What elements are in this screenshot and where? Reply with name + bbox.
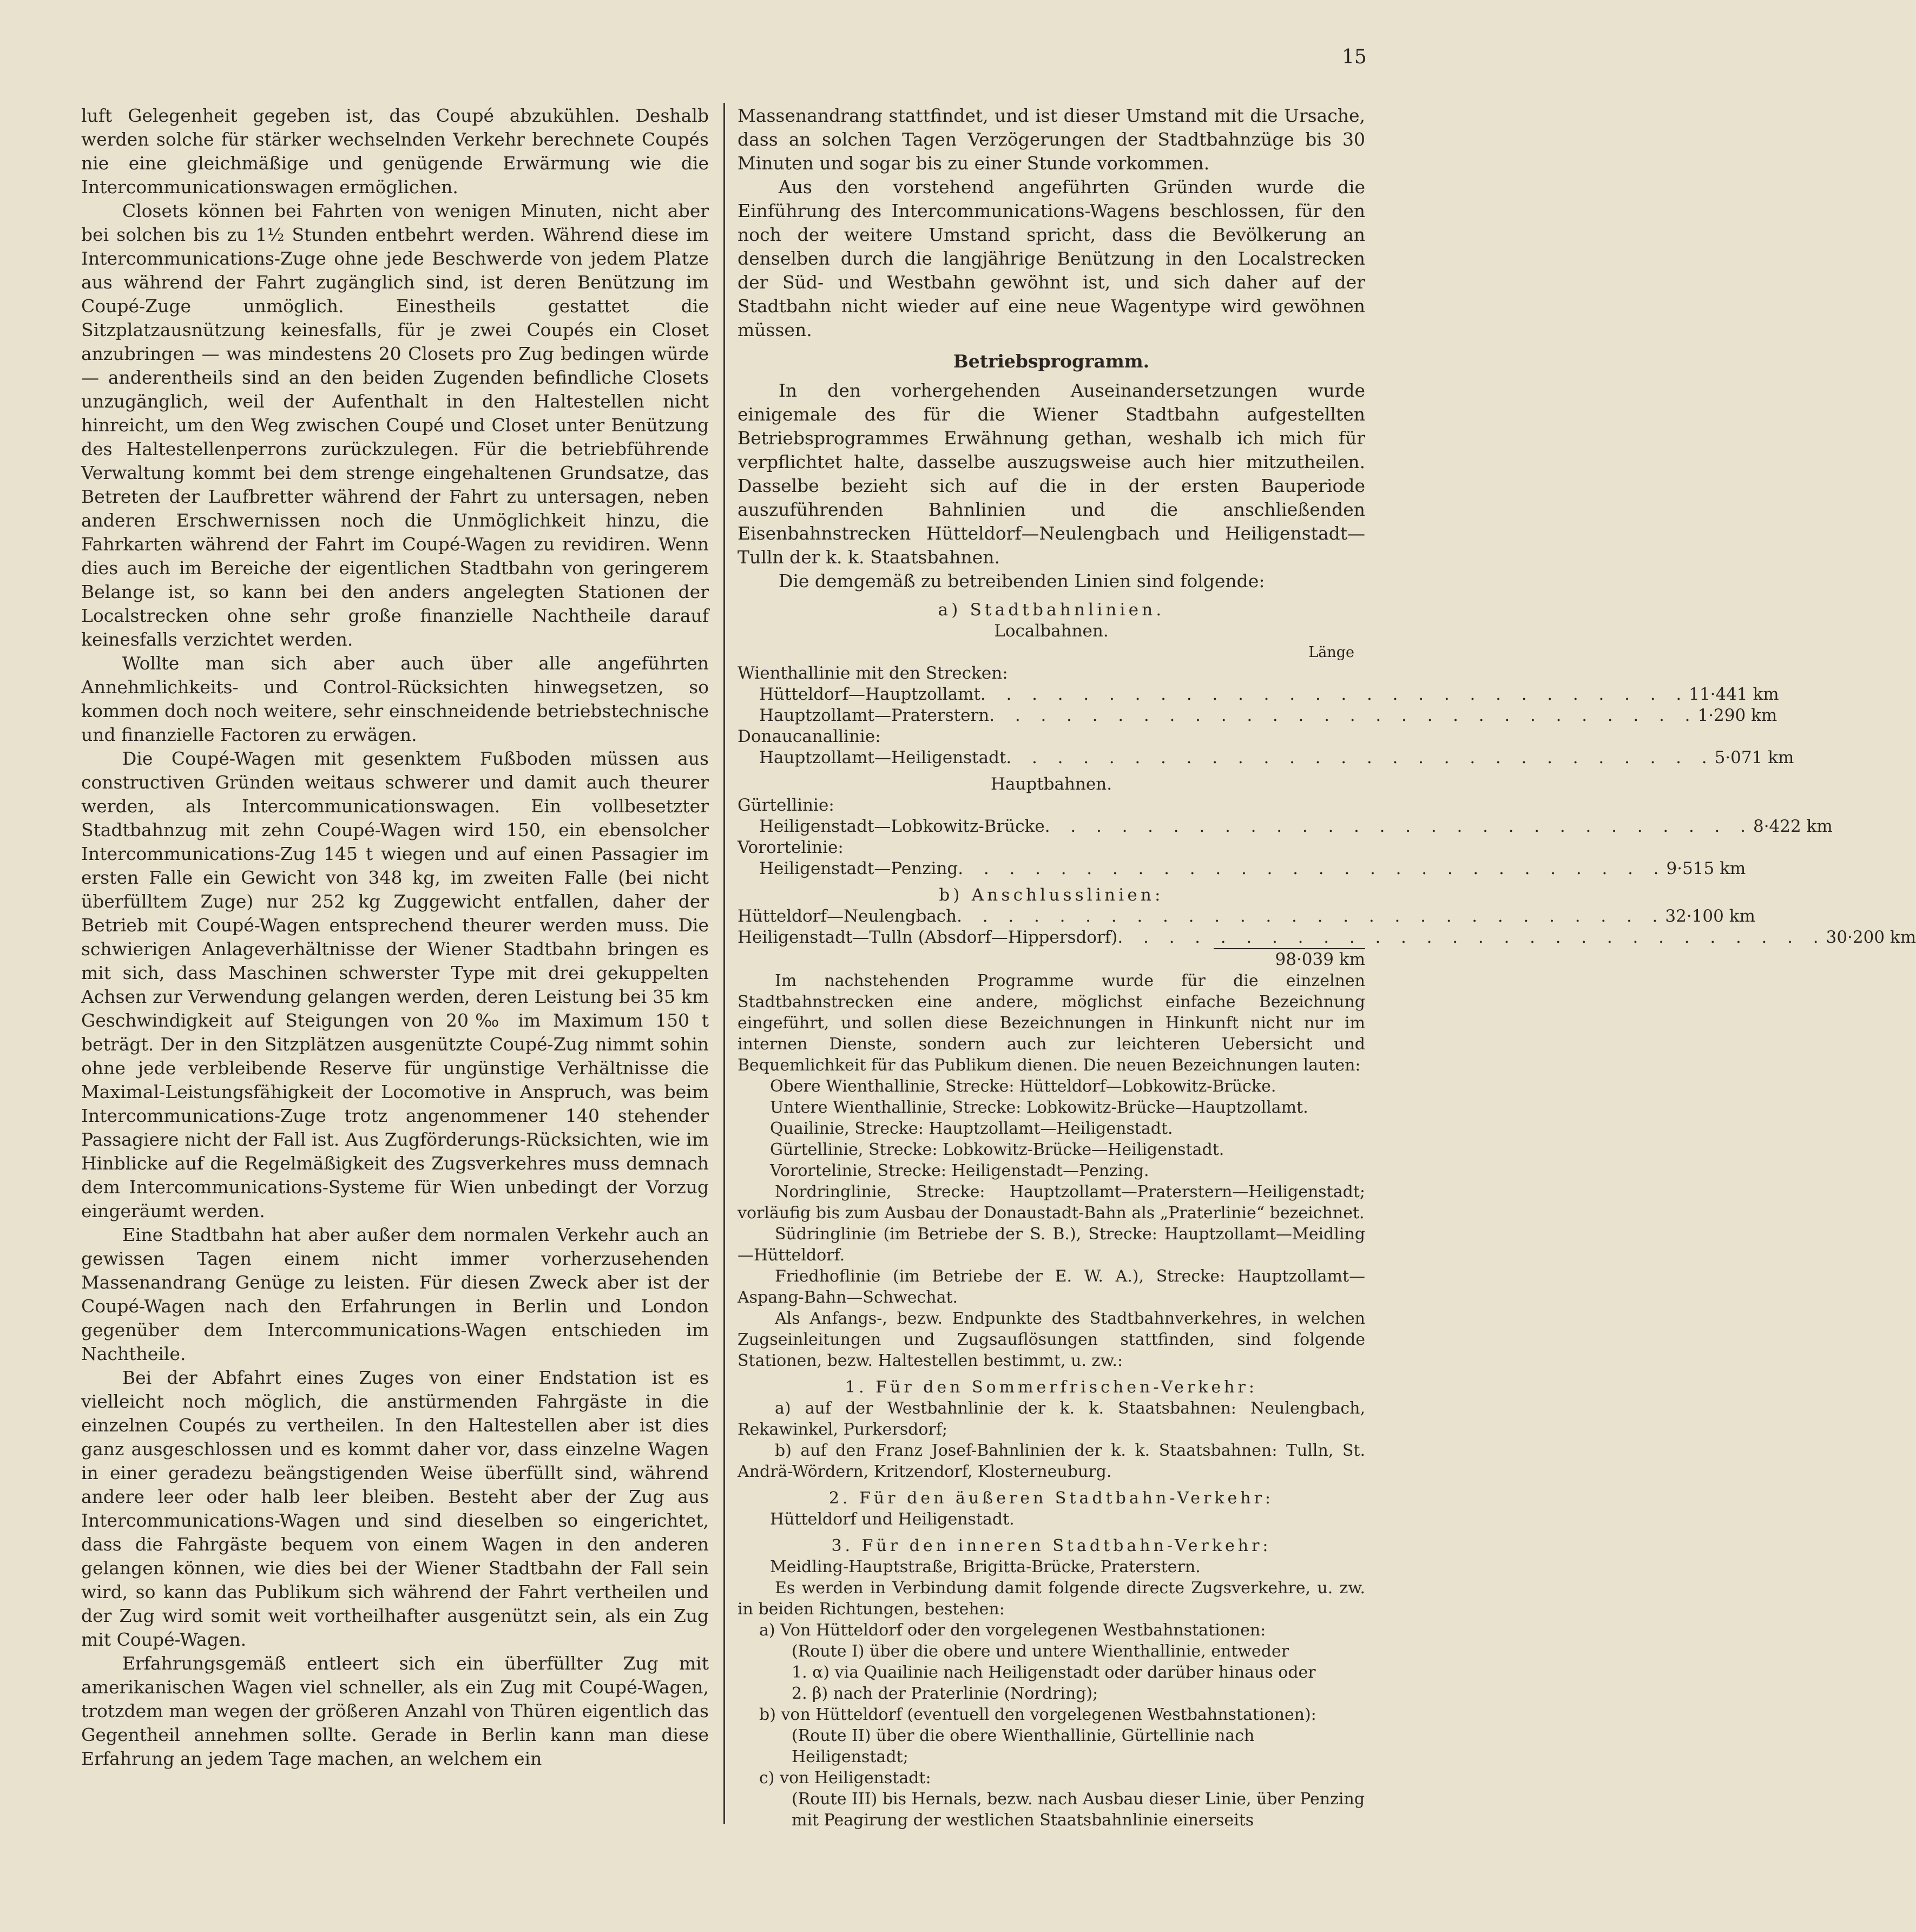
designation: Friedhoflinie (im Betriebe der E. W. A.), Strecke: Hauptzollamt—Aspang-Bahn—Schwechat. <box>738 1267 1365 1307</box>
table-row: Hauptzollamt—Praterstern . . . . . . . . . . . . . . . . . . . . . . . . . . . . 1·290 km <box>759 706 1777 725</box>
paragraph: In den vorhergehenden Auseinandersetzungen wurde einigemale des für die Wiener Stadtbahn aufgestellten Betriebsprogrammes Erwähnung gethan, weshalb ich mich für verpflichtet halte, dasselbe auszugsweise auch hier mitzutheilen. Dasselbe bezieht sich auf die in der ersten Bauperiode auszuführenden Bahnlinien und die anschließenden Eisenbahnstrecken Hütteldorf—Neulengbach und Heiligenstadt—Tulln der k. k. Staatsbahnen. <box>738 380 1365 568</box>
section-heading: Betriebsprogramm. <box>953 351 1150 372</box>
paragraph: Als Anfangs-, bezw. Endpunkte des Stadtbahnverkehres, in welchen Zugseinleitungen und Zugsauflösungen stattfinden, sind folgende Stationen, bezw. Haltestellen bestimmt, u. zw.: <box>738 1309 1365 1370</box>
program-details <box>738 970 1365 1831</box>
route-item: (Route I) über die obere und untere Wienthallinie, entweder <box>792 1642 1289 1661</box>
designation: Nordringlinie, Strecke: Hauptzollamt—Praterstern—Heiligenstadt; vorläufig bis zum Ausbau der Donaustadt-Bahn als „Praterlinie“ bezeichnet. <box>738 1182 1365 1223</box>
paragraph: Die demgemäß zu betreibenden Linien sind folgende: <box>778 570 1265 592</box>
designation: Untere Wienthallinie, Strecke: Lobkowitz-Brücke—Hauptzollamt. <box>770 1098 1308 1117</box>
route-item: (Route III) bis Hernals, bezw. nach Ausbau dieser Linie, über Penzing mit Peagirung der westlichen Staatsbahnlinie einerseits <box>792 1790 1365 1830</box>
designation: Südringlinie (im Betriebe der S. B.), Strecke: Hauptzollamt—Meidling—Hütteldorf. <box>738 1225 1365 1265</box>
designation: Quailinie, Strecke: Hauptzollamt—Heiligenstadt. <box>770 1119 1173 1138</box>
table-subtitle: Localbahnen. <box>994 621 1109 641</box>
paragraph: Im nachstehenden Programme wurde für die einzelnen Stadtbahnstrecken eine andere, möglichst einfache Bezeichnung eingeführt, und sollen diese Bezeichnungen in Hinkunft nicht nur im internen Dienste, sondern auch zur leichteren Uebersicht und Bequemlichkeit für das Publikum dienen. Die neuen Bezeichnungen lauten: <box>738 971 1365 1075</box>
left-column <box>81 104 709 1771</box>
table-row: Heiligenstadt—Lobkowitz-Brücke . . . . . . . . . . . . . . . . . . . . . . . . . . . . 8·422 km <box>759 817 1833 836</box>
paragraph: a) auf der Westbahnlinie der k. k. Staatsbahnen: Neulengbach, Rekawinkel, Purkersdorf; <box>738 1399 1365 1439</box>
paragraph: Massenandrang stattfindet, und ist dieser Umstand mit die Ursache, dass an solchen Tagen Verzögerungen der Stadtbahnzüge bis 30 Minuten und sogar bis zu einer Stunde vorkommen. <box>738 105 1365 174</box>
traffic-heading: 2. Für den äußeren Stadtbahn-Verkehr: <box>828 1489 1274 1508</box>
table-row: Hütteldorf—Neulengbach . . . . . . . . . . . . . . . . . . . . . . . . . . . . 32·100 km <box>738 906 1755 926</box>
table-row: Hütteldorf—Hauptzollamt . . . . . . . . . . . . . . . . . . . . . . . . . . . . 11·441 km <box>759 685 1779 704</box>
route-item: b) von Hütteldorf (eventuell den vorgelegenen Westbahnstationen): <box>759 1705 1316 1724</box>
column-divider <box>723 103 725 1824</box>
right-column <box>738 104 1916 1831</box>
paragraph: Aus den vorstehend angeführten Gründen wurde die Einführung des Intercommunications-Wagens beschlossen, für den noch der weitere Umstand spricht, dass die Bevölkerung an denselben durch die langjährige Benützung in den Localstrecken der Süd- und Westbahn gewöhnt ist, und sich daher auf der Stadtbahn nicht wieder auf eine neue Wagentype wird gewöhnen müssen. <box>738 176 1365 340</box>
line-label: Gürtellinie: <box>738 796 834 815</box>
traffic-heading: 3. Für den inneren Stadtbahn-Verkehr: <box>831 1536 1272 1555</box>
designation: Obere Wienthallinie, Strecke: Hütteldorf—Lobkowitz-Brücke. <box>770 1077 1276 1096</box>
paragraph: Bei der Abfahrt eines Zuges von einer Endstation ist es vielleicht noch möglich, die anstürmenden Fahrgäste in die einzelnen Coupés zu vertheilen. In den Haltestellen aber ist dies ganz ausgeschlossen und es kommt daher vor, dass einzelne Wagen in einer geradezu beängstigenden Weise überfüllt sind, während andere leer oder halb leer bleiben. Besteht aber der Zug aus Intercommunications-Wagen und sind dieselben so eingerichtet, dass die Fahrgäste bequem von einem Wagen in den anderen gelangen können, wie dies bei der Wiener Stadtbahn der Fall sein wird, so kann das Publikum sich während der Fahrt vertheilen und der Zug wird somit weit vortheilhafter ausgenützt sein, als ein Zug mit Coupé-Wagen. <box>81 1367 709 1650</box>
table-section-title: a) Stadtbahnlinien. <box>938 600 1165 620</box>
paragraph: Closets können bei Fahrten von wenigen Minuten, nicht aber bei solchen bis zu 1½ Stunden entbehrt werden. Während diese im Intercommunications-Zuge ohne jede Beschwerde von jedem Platze aus während der Fahrt zugänglich sind, ist deren Benützung im Coupé-Zuge unmöglich. Einestheils gestattet die Sitzplatzausnützung keinesfalls, für je zwei Coupés ein Closet anzubringen — was mindestens 20 Closets pro Zug bedingen würde — anderentheils sind an den beiden Zugenden befindliche Closets unzugänglich, weil der Aufenthalt in den Haltestellen nicht hinreicht, um den Weg zwischen Coupé und Closet unter Benützung des Haltestellenperrons zurückzulegen. Für die betriebführende Verwaltung kommt bei dem strenge eingehaltenen Grundsatze, das Betreten der Laufbretter während der Fahrt zu untersagen, neben anderen Erschwernissen noch die Unmöglichkeit hinzu, die Fahrkarten während der Fahrt im Coupé-Wagen zu revidiren. Wenn dies auch im Bereiche der eigentlichen Stadtbahn von geringerem Belange ist, so kann bei den anders angelegten Stationen der Localstrecken ohne sehr große finanzielle Nachtheile darauf keinesfalls verzichtet werden. <box>81 200 709 650</box>
table-subtitle: Hauptbahnen. <box>990 774 1112 794</box>
paragraph: Eine Stadtbahn hat aber außer dem normalen Verkehr auch an gewissen Tagen einem nicht immer vorherzusehenden Massenandrang Genüge zu leisten. Für diesen Zweck aber ist der Coupé-Wagen nach den Erfahrungen in Berlin und London gegenüber dem Intercommunications-Wagen entschieden im Nachtheile. <box>81 1224 709 1364</box>
page-number: 15 <box>1342 46 1367 68</box>
paragraph: Es werden in Verbindung damit folgende directe Zugsverkehre, u. zw. in beiden Richtungen, bestehen: <box>738 1579 1365 1619</box>
route-item: 1. α) via Quailinie nach Heiligenstadt oder darüber hinaus oder <box>792 1663 1316 1682</box>
line-label: Donaucanallinie: <box>738 727 881 746</box>
length-header: Länge <box>1308 644 1354 661</box>
line-label: Vorortelinie: <box>738 838 844 857</box>
table-row: Hauptzollamt—Heiligenstadt . . . . . . . . . . . . . . . . . . . . . . . . . . . . 5·071 km <box>759 748 1794 767</box>
route-item: 2. β) nach der Praterlinie (Nordring); <box>792 1684 1098 1703</box>
paragraph: luft Gelegenheit gegeben ist, das Coupé abzukühlen. Deshalb werden solche für stärker wechselnden Verkehr berechnete Coupés nie eine gleichmäßige und genügende Erwärmung wie die Intercommunicationswagen ermöglichen. <box>81 105 709 198</box>
lines-table <box>738 600 1916 970</box>
paragraph: Die Coupé-Wagen mit gesenktem Fußboden müssen aus constructiven Gründen weitaus schwerer und damit auch theurer werden, als Intercommunicationswagen. Ein vollbesetzter Stadtbahnzug mit zehn Coupé-Wagen wird 150, ein ebensolcher Intercommunications-Zug 145 t wiegen und auf einen Passagier im ersten Falle ein Gewicht von 348 kg, im zweiten Falle (bei nicht überfülltem Zuge) nur 252 kg Zuggewicht entfallen, daher der Betrieb mit Coupé-Wagen entsprechend theurer werden muss. Die schwierigen Anlageverhältnisse der Wiener Stadtbahn bringen es mit sich, dass Maschinen schwerster Type mit drei gekuppelten Achsen zur Verwendung gelangen werden, deren Leistung bei 35 km Geschwindigkeit auf Steigungen von 20‰ im Maximum 150 t beträgt. Der in den Sitzplätzen ausgenützte Coupé-Zug nimmt sohin ohne jede verbleibende Reserve für ungünstige Verhältnisse die Maximal-Leistungsfähigkeit der Locomotive in Anspruch, was beim Intercommunications-Zuge trotz angenommener 140 stehender Passagiere nicht der Fall ist. Aus Zugförderungs-Rücksichten, wie im Hinblicke auf die Regelmäßigkeit des Zugsverkehres muss demnach dem Intercommunications-Systeme für Wien unbedingt der Vorzug eingeräumt werden. <box>81 748 709 1221</box>
route-item: c) von Heiligenstadt: <box>759 1769 931 1788</box>
route-item: a) Von Hütteldorf oder den vorgelegenen Westbahnstationen: <box>759 1621 1266 1640</box>
route-item: (Route II) über die obere Wienthallinie, Gürtellinie nach Heiligenstadt; <box>792 1726 1255 1766</box>
paragraph: Meidling-Hauptstraße, Brigitta-Brücke, Praterstern. <box>770 1558 1201 1576</box>
paragraph: Hütteldorf und Heiligenstadt. <box>770 1510 1015 1529</box>
table-section-title: b) Anschlusslinien: <box>939 885 1164 905</box>
line-label: Wienthallinie mit den Strecken: <box>738 663 1008 683</box>
table-row: Heiligenstadt—Tulln (Absdorf—Hippersdorf) . . . . . . . . . . . . . . . . . . . . . . . . . . . . 30·200 km <box>738 928 1916 947</box>
designation: Gürtellinie, Strecke: Lobkowitz-Brücke—Heiligenstadt. <box>770 1140 1224 1159</box>
paragraph: Wollte man sich aber auch über alle angeführten Annehmlichkeits- und Control-Rücksichten hinwegsetzen, so kommen doch noch weitere, sehr einschneidende betriebstechnische und finanzielle Factoren zu erwägen. <box>81 653 709 745</box>
paragraph: Erfahrungsgemäß entleert sich ein überfüllter Zug mit amerikanischen Wagen viel schneller, als ein Zug mit Coupé-Wagen, trotzdem man wegen der größeren Anzahl von Thüren eigentlich das Gegentheil annehmen sollte. Gerade in Berlin kann man diese Erfahrung an jedem Tage machen, an welchem ein <box>81 1653 709 1769</box>
paragraph: b) auf den Franz Josef-Bahnlinien der k. k. Staatsbahnen: Tulln, St. Andrä-Wördern, Kritzendorf, Klosterneuburg. <box>738 1441 1365 1481</box>
traffic-heading: 1. Für den Sommerfrischen-Verkehr: <box>845 1378 1257 1397</box>
table-row: Heiligenstadt—Penzing . . . . . . . . . . . . . . . . . . . . . . . . . . . . 9·515 km <box>759 859 1746 878</box>
table-total: 98·039 km <box>1275 950 1365 969</box>
designation: Vorortelinie, Strecke: Heiligenstadt—Penzing. <box>770 1161 1149 1180</box>
